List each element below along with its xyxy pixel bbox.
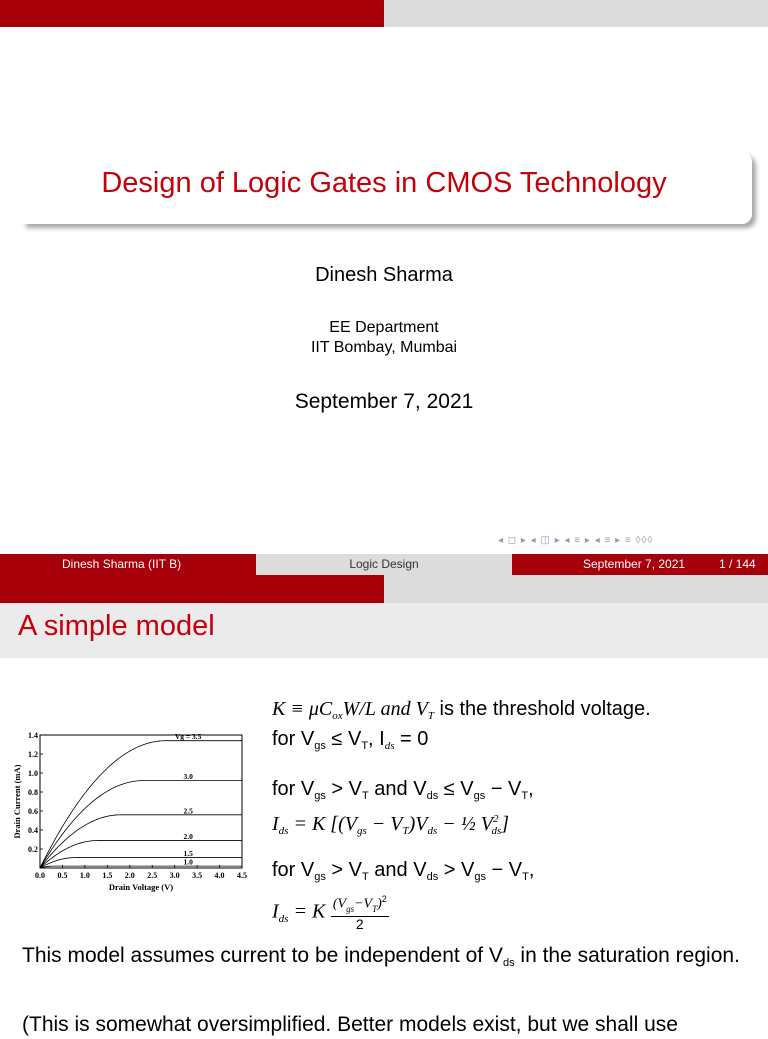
y-tick-label: 0.8	[28, 788, 38, 797]
eq-cutoff: for $V_{gs} \le V_T$, $I_{ds} = 0$	[272, 728, 429, 752]
affiliation	[0, 318, 768, 358]
eq-linear-condition: for $V_{gs} > V_T$ and $V_{ds} \le V_{gs} - V_T$,	[272, 778, 534, 802]
fraction-denominator: 2	[355, 916, 364, 933]
institute: IIT Bombay, Mumbai	[310, 339, 458, 356]
mosfet-iv-chart	[8, 725, 260, 895]
x-tick-label: 4.5	[237, 871, 247, 880]
iv-curve	[40, 840, 242, 868]
department: EE Department	[329, 319, 439, 336]
author-name: Dinesh Sharma	[315, 264, 453, 286]
curve-label: 2.0	[183, 831, 193, 841]
x-axis-label: Drain Voltage (V)	[108, 882, 174, 892]
slide1-top-bar-left	[0, 0, 384, 27]
slide2-top-bar-right	[384, 575, 768, 603]
x-tick-label: 2.5	[147, 871, 158, 880]
presentation-date: September 7, 2021	[294, 390, 474, 413]
x-tick-label: 0.5	[57, 871, 68, 880]
y-tick-label: 0.2	[28, 845, 38, 854]
saturation-fraction	[331, 892, 389, 932]
curve-label: 2.5	[183, 806, 193, 816]
x-tick-label: 3.5	[192, 871, 203, 880]
y-tick-label: 1.2	[28, 750, 38, 759]
eq-saturation-current: $I_{ds} = K$ $(V_{gs}-V_T)^2$ 2	[272, 894, 387, 933]
plot-frame	[40, 735, 242, 868]
x-tick-label: 1.0	[79, 871, 90, 880]
x-tick-label: 0.0	[35, 871, 45, 880]
curve-label: 1.5	[183, 849, 193, 859]
beamer-navigation-icons[interactable]: ◂ ◻ ▸ ◂ ◫ ▸ ◂ ≡ ▸ ◂ ≡ ▸ ≡ ◊◊◊	[498, 535, 654, 546]
slide1-top-bar-right	[384, 0, 768, 27]
eq-definition: $K \equiv \mu C_{ox}W/L$ and $V_T$ is the threshold voltage.	[272, 698, 651, 722]
footer-page-number: 1 / 144	[719, 557, 756, 571]
x-tick-label: 4.0	[214, 871, 225, 880]
footer-author-text: Dinesh Sharma (IIT B)	[62, 557, 182, 571]
y-tick-label: 1.4	[28, 731, 38, 740]
y-tick-label: 1.0	[28, 769, 38, 778]
footer-title: Logic Design	[256, 554, 512, 575]
y-tick-label: 0.4	[28, 826, 38, 835]
slide2-top-bar-left	[0, 575, 384, 603]
x-tick-label: 2.0	[124, 871, 135, 880]
iv-curve	[40, 815, 242, 868]
x-tick-label: 1.5	[102, 871, 113, 880]
iv-curve	[40, 741, 242, 868]
presentation-title: Design of Logic Gates in CMOS Technology	[101, 167, 667, 199]
paragraph-note: (This is somewhat oversimplified. Better models exist, but we shall use	[22, 1013, 678, 1036]
y-axis-label: Drain Current (mA)	[12, 764, 22, 839]
paragraph-assumption: This model assumes current to be independent of $V_{ds}$ in the saturation region.	[22, 944, 740, 969]
footer-author	[0, 554, 256, 575]
footer-date: September 7, 2021	[583, 557, 686, 571]
curve-label: 1.0	[183, 857, 193, 867]
eq-linear-current: $I_{ds} = K$ [$(V_{gs} - V_T)V_{ds}$ − ½ $V^2_{ds}$]	[272, 813, 510, 837]
y-tick-label: 0.6	[28, 807, 38, 816]
footer-date-page	[512, 554, 768, 575]
eq-saturation-condition: for $V_{gs} > V_T$ and $V_{ds} > V_{gs} - V_T$,	[272, 859, 535, 883]
frame-title: A simple model	[18, 610, 215, 642]
curve-label: 3.0	[183, 772, 193, 782]
iv-curve	[40, 781, 242, 868]
x-tick-label: 3.0	[169, 871, 180, 880]
fraction-numerator: $(V_{gs}-V_T)^2$	[331, 892, 389, 917]
curve-label: Vg = 3.5	[174, 732, 202, 742]
